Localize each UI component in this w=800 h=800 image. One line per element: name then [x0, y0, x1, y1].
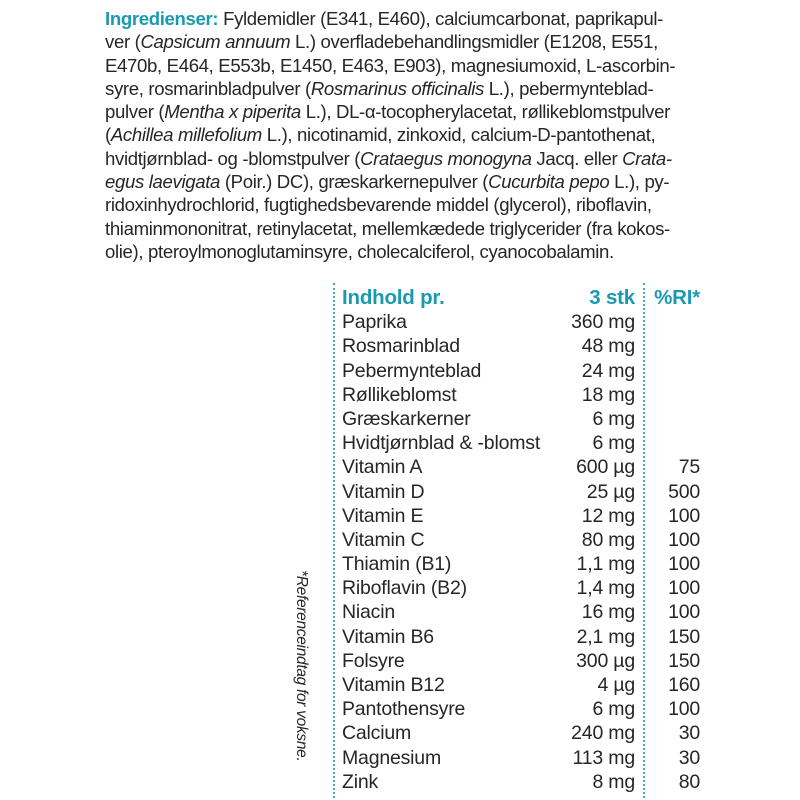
ingredients-text: (: [105, 124, 111, 146]
nutrient-name: Thiamin (B1): [342, 553, 452, 576]
table-row: [342, 480, 722, 504]
table-row: [342, 697, 722, 721]
table-row: [342, 746, 722, 770]
nutrient-ri: 100: [668, 504, 700, 527]
ingredients-line: [105, 147, 705, 170]
nutrient-name: Vitamin C: [342, 528, 425, 551]
nutrient-ri: 500: [668, 480, 700, 503]
latin-name: Capsicum annuum: [140, 31, 291, 53]
table-row: [342, 504, 722, 528]
ingredients-line: [105, 240, 705, 263]
nutrient-name: Vitamin B12: [342, 674, 445, 696]
latin-name: Rosmarinus officinalis: [310, 77, 484, 99]
nutrient-name: Vitamin A: [342, 456, 423, 479]
ingredients-text: E470b, E464, E553b, E1450, E463, E903), magnesiumoxid, L-ascorbin-: [105, 54, 676, 76]
nutrient-amount: 600 µg: [576, 456, 635, 479]
ingredients-line: [105, 30, 705, 53]
nutrient-ri: 100: [668, 553, 700, 576]
nutrient-amount: 1,1 mg: [576, 553, 635, 576]
nutrient-name: Magnesium: [342, 746, 441, 769]
nutrient-ri: 30: [678, 722, 700, 745]
ingredients-line: [105, 123, 705, 146]
latin-name: Crata-: [622, 147, 672, 169]
table-row: [342, 431, 722, 455]
table-row: [342, 649, 722, 673]
header-content-per: Indhold pr.: [342, 286, 445, 309]
table-row: [342, 625, 722, 649]
latin-name: Cucurbita pepo: [488, 171, 610, 193]
nutrient-amount: 2,1 mg: [576, 625, 635, 648]
table-row: [342, 310, 722, 334]
nutrient-ri: 100: [668, 528, 700, 551]
nutrient-amount: 48 mg: [581, 335, 635, 358]
table-header-row: [342, 286, 722, 310]
nutrient-ri: 30: [678, 746, 700, 769]
nutrient-ri: 160: [668, 674, 700, 696]
nutrient-name: Vitamin D: [342, 480, 425, 503]
ingredients-text: L.), py-: [609, 171, 670, 193]
ingredients-text: olie), pteroylmonoglutaminsyre, cholecalciferol, cyanocobalamin.: [105, 240, 614, 262]
latin-name: Crataegus monogyna: [360, 147, 532, 169]
table-row: [342, 528, 722, 552]
nutrient-ri: 100: [668, 601, 700, 624]
ingredients-text: pulver (: [105, 101, 165, 123]
nutrient-name: Rosmarinblad: [342, 335, 460, 358]
ingredients-text: L.), nicotinamid, zinkoxid, calcium-D-pantothenat,: [261, 124, 656, 146]
nutrient-amount: 80 mg: [581, 528, 635, 551]
header-amount: 3 stk: [589, 286, 635, 309]
nutrient-name: Pebermynteblad: [342, 359, 482, 382]
ingredients-text: thiaminmononitrat, retinylacetat, mellemkædede triglycerider (fra kokos-: [105, 217, 670, 239]
nutrient-ri: 100: [668, 577, 700, 600]
ingredients-line: [105, 170, 705, 193]
table-row: [342, 359, 722, 383]
nutrient-name: Niacin: [342, 601, 395, 624]
nutrient-name: Paprika: [342, 311, 407, 334]
ingredients-text: hvidtjørnblad- og -blomstpulver (: [105, 147, 361, 169]
ingredients-text: ridoxinhydrochlorid, fugtighedsbevarende middel (glycerol), riboflavin,: [105, 194, 652, 216]
ingredients-label: Ingredienser:: [105, 8, 219, 29]
ingredients-text: Jacq. eller: [531, 147, 623, 169]
nutrient-amount: 6 mg: [592, 407, 635, 430]
latin-name: egus laevigata: [105, 171, 221, 193]
nutrient-name: Folsyre: [342, 649, 405, 672]
ingredients-text: Fyldemidler (E341, E460), calciumcarbonat, paprikapul-: [218, 8, 664, 29]
nutrient-amount: 18 mg: [581, 383, 635, 406]
nutrient-ri: 75: [678, 456, 700, 479]
nutrient-name: Røllikeblomst: [342, 383, 457, 406]
table-row: [342, 383, 722, 407]
latin-name: Achillea millefolium: [110, 124, 262, 146]
nutrient-amount: 25 µg: [586, 480, 635, 503]
ingredients-text: ver (: [105, 31, 141, 53]
nutrient-name: Vitamin B6: [342, 625, 434, 648]
table-row: [342, 576, 722, 600]
table-row: [342, 600, 722, 624]
latin-name: Mentha x piperita: [164, 101, 301, 123]
ingredients-line: [105, 77, 705, 100]
nutrient-name: Riboflavin (B2): [342, 577, 467, 600]
ingredients-line: [105, 54, 705, 77]
ingredients-paragraph: [105, 7, 705, 263]
table-row: [342, 407, 722, 431]
nutrient-amount: 113 mg: [572, 746, 635, 769]
nutrient-amount: 240 mg: [571, 722, 635, 745]
ingredients-text: (Poir.) DC), græskarkernepulver (: [220, 171, 489, 193]
nutrient-ri: 80: [678, 770, 700, 793]
nutrient-amount: 12 mg: [581, 504, 635, 527]
table-row: [342, 334, 722, 358]
nutrient-ri: 150: [668, 649, 700, 672]
ingredients-text: L.), DL-α-tocopherylacetat, røllikeblomstpulver: [300, 101, 670, 123]
table-row: [342, 673, 722, 697]
ingredients-text: L.) overfladebehandlingsmidler (E1208, E551,: [290, 31, 658, 53]
nutrient-ri: 150: [668, 625, 700, 648]
nutrient-amount: 16 mg: [581, 601, 635, 624]
nutrient-name: Calcium: [342, 722, 412, 745]
nutrient-amount: 24 mg: [581, 359, 635, 382]
table-divider-left: [333, 283, 335, 798]
table-row: [342, 721, 722, 745]
nutrient-name: Zink: [342, 770, 379, 793]
table-row: [342, 552, 722, 576]
header-ri: %RI*: [654, 286, 700, 309]
ingredients-line: [105, 100, 705, 123]
footnote: *Referenceindtag for voksne.: [293, 570, 310, 762]
nutrient-amount: 6 mg: [592, 698, 635, 721]
table-row: [342, 770, 722, 794]
ingredients-text: L.), pebermynteblad-: [483, 77, 654, 99]
table-body: [342, 310, 722, 794]
nutrient-amount: 6 mg: [592, 432, 635, 455]
ingredients-line: [105, 217, 705, 240]
nutrient-amount: 1,4 mg: [576, 577, 635, 600]
nutrient-amount: 300 µg: [576, 649, 635, 672]
ingredients-text: syre, rosmarinbladpulver (: [105, 77, 311, 99]
nutrient-name: Græskarkerner: [342, 407, 471, 430]
ingredients-line: [105, 193, 705, 216]
nutrient-amount: 4 µg: [597, 674, 635, 696]
table-row: [342, 455, 722, 479]
nutrient-name: Vitamin E: [342, 504, 424, 527]
ingredients-line: [105, 7, 705, 30]
nutrient-amount: 360 mg: [571, 311, 635, 334]
nutrient-ri: 100: [668, 698, 700, 721]
nutrient-name: Pantothensyre: [342, 698, 466, 721]
nutrient-name: Hvidtjørnblad & -blomst: [342, 432, 541, 455]
nutrient-amount: 8 mg: [592, 770, 635, 793]
nutrition-table: [342, 286, 722, 794]
